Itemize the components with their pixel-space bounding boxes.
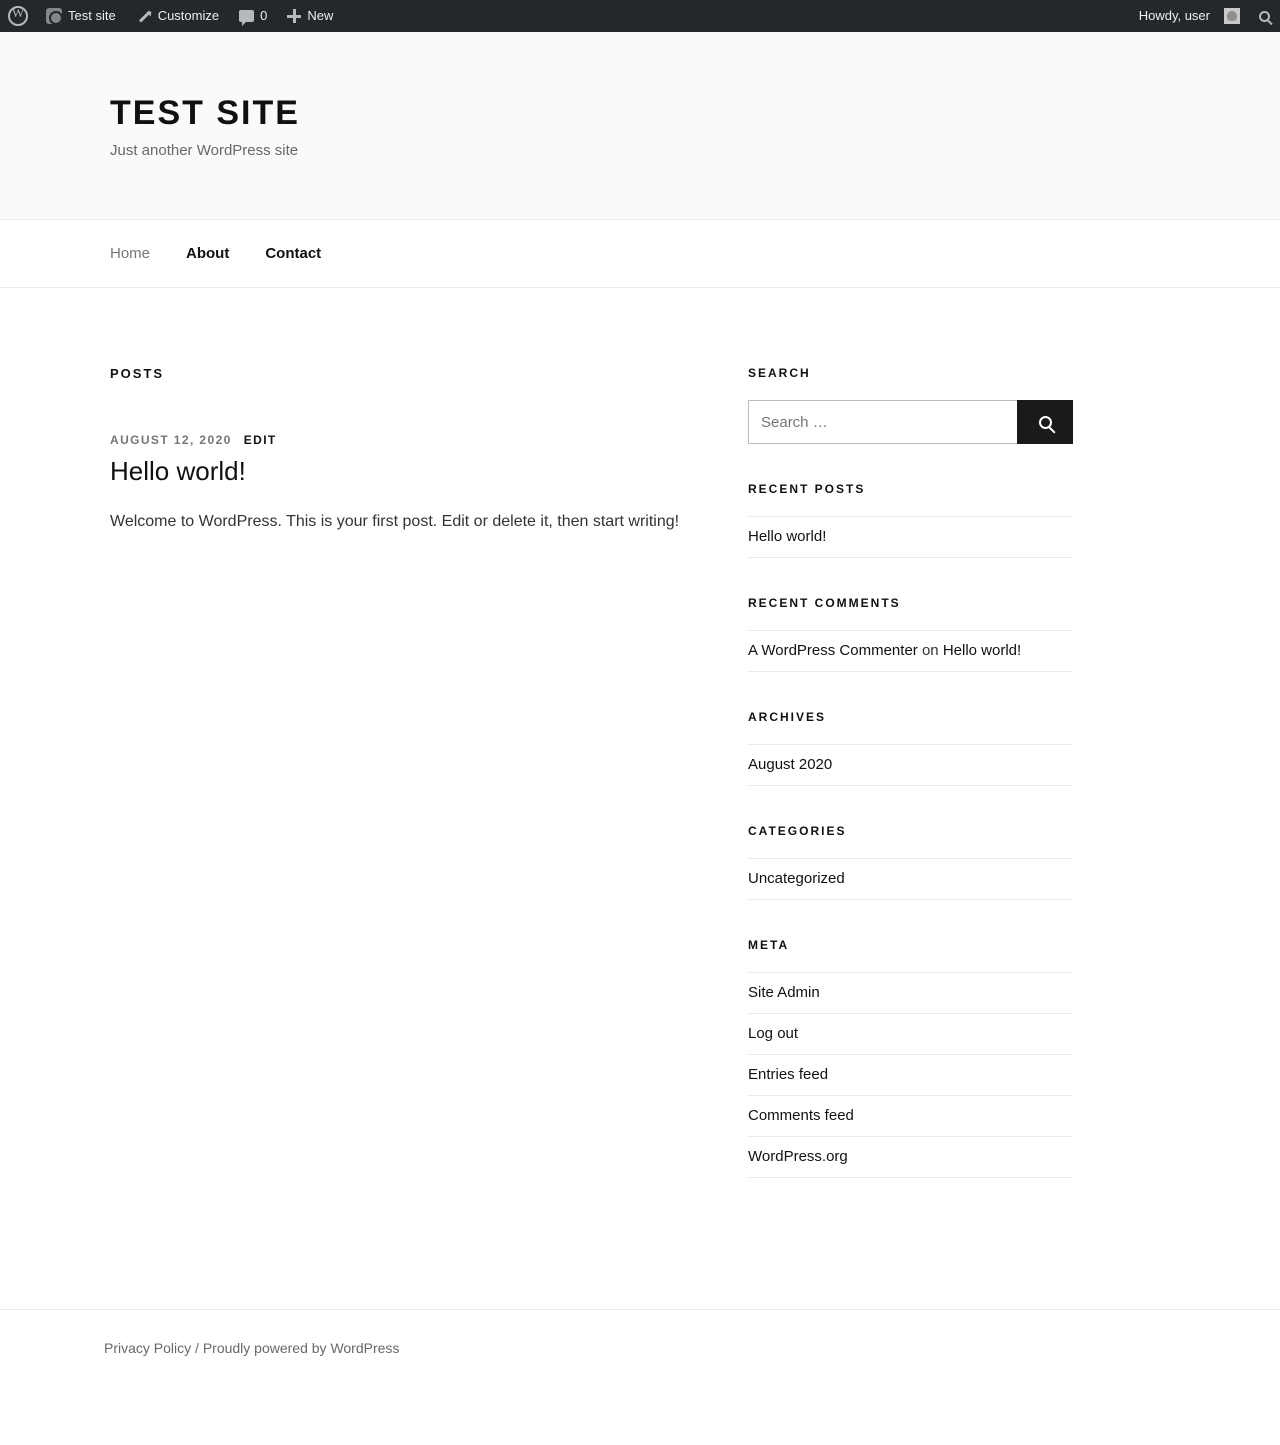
pencil-icon <box>136 8 152 24</box>
admin-bar-new[interactable] <box>277 0 343 32</box>
posts-heading: POSTS <box>110 366 165 381</box>
list-item[interactable] <box>748 1055 1073 1096</box>
comment-bubble-icon <box>239 10 254 22</box>
search-submit-button[interactable] <box>1017 400 1073 444</box>
meta-list <box>748 972 1073 1178</box>
nav-item-home[interactable] <box>110 245 150 263</box>
post-article <box>110 433 690 535</box>
plus-icon <box>287 9 301 23</box>
post-edit-link[interactable]: EDIT <box>243 433 277 447</box>
comment-on-text: on <box>917 642 943 659</box>
nav-list <box>110 220 1170 287</box>
list-item[interactable] <box>748 1096 1073 1137</box>
list-item[interactable] <box>748 1014 1073 1055</box>
category-link[interactable]: Uncategorized <box>748 870 845 887</box>
nav-item-contact[interactable] <box>265 245 321 263</box>
footer-credits <box>104 1340 1176 1356</box>
widget-categories-title: CATEGORIES <box>748 824 847 838</box>
search-icon <box>1039 416 1052 429</box>
meta-link-log-out[interactable]: Log out <box>748 1025 799 1042</box>
nav-link-contact[interactable]: Contact <box>265 244 322 262</box>
archive-link[interactable]: August 2020 <box>748 756 833 773</box>
categories-list <box>748 858 1073 900</box>
widget-archives-title: ARCHIVES <box>748 710 827 724</box>
search-form <box>748 400 1073 444</box>
post-excerpt: Welcome to WordPress. This is your first post. Edit or delete it, then start writing! <box>110 513 680 530</box>
widget-search-title: SEARCH <box>748 366 811 380</box>
admin-bar-right <box>1131 0 1280 32</box>
sidebar <box>748 366 1073 1216</box>
page-title[interactable] <box>110 94 1170 133</box>
avatar <box>1224 8 1240 24</box>
recent-post-link[interactable]: Hello world! <box>748 528 827 545</box>
post-date-link[interactable]: AUGUST 12, 2020 <box>110 433 232 447</box>
comment-post-link[interactable]: Hello world! <box>942 642 1022 659</box>
site-description: Just another WordPress site <box>110 142 299 159</box>
admin-bar-comments[interactable] <box>229 0 277 32</box>
widget-recent-comments <box>748 596 1073 672</box>
admin-bar-new-label: New <box>307 8 334 23</box>
site-footer <box>0 1309 1280 1396</box>
footer-separator: / <box>191 1340 203 1356</box>
list-item[interactable] <box>748 744 1073 786</box>
admin-bar-search-button[interactable] <box>1248 0 1280 32</box>
admin-bar <box>0 0 1280 32</box>
admin-bar-site-name[interactable] <box>36 0 126 32</box>
site-title-text: TEST SITE <box>110 94 300 132</box>
content-area <box>110 288 1170 1216</box>
wordpress-logo-icon <box>8 6 28 26</box>
admin-bar-comments-count: 0 <box>260 8 268 23</box>
admin-bar-wp-logo-button[interactable] <box>0 0 36 32</box>
meta-link-entries-feed[interactable]: Entries feed <box>748 1066 829 1083</box>
post-title <box>110 456 690 487</box>
post-meta <box>110 433 690 447</box>
list-item[interactable] <box>748 1137 1073 1178</box>
meta-link-comments-feed[interactable]: Comments feed <box>748 1107 854 1124</box>
search-icon <box>1259 11 1270 22</box>
widget-recent-posts-title: RECENT POSTS <box>748 482 866 496</box>
widget-meta-title: META <box>748 938 790 952</box>
list-item[interactable] <box>748 516 1073 558</box>
widget-recent-posts <box>748 482 1073 558</box>
comment-author-link[interactable]: A WordPress Commenter <box>748 642 918 659</box>
list-item[interactable] <box>748 972 1073 1014</box>
admin-bar-howdy-label: Howdy, user <box>1138 8 1210 23</box>
admin-bar-site-name-label: Test site <box>68 8 116 23</box>
recent-comments-list <box>748 630 1073 672</box>
meta-link-site-admin[interactable]: Site Admin <box>748 984 820 1001</box>
list-item[interactable] <box>748 630 1073 672</box>
list-item[interactable] <box>748 858 1073 900</box>
main-content <box>110 366 690 1216</box>
nav-item-about[interactable] <box>186 245 229 263</box>
search-input[interactable] <box>748 400 1017 444</box>
site-header <box>0 32 1280 220</box>
nav-link-about[interactable]: About <box>186 244 230 262</box>
recent-posts-list <box>748 516 1073 558</box>
primary-navigation <box>0 220 1280 288</box>
admin-bar-customize[interactable] <box>126 0 229 32</box>
post-title-link[interactable]: Hello world! <box>110 456 246 486</box>
nav-link-home[interactable]: Home <box>110 244 151 262</box>
widget-search <box>748 366 1073 444</box>
widget-categories <box>748 824 1073 900</box>
admin-bar-customize-label: Customize <box>157 8 220 23</box>
admin-bar-my-account[interactable] <box>1131 0 1248 32</box>
post-content <box>110 509 690 535</box>
archives-list <box>748 744 1073 786</box>
site-icon <box>46 8 62 24</box>
privacy-policy-link[interactable]: Privacy Policy <box>104 1340 192 1356</box>
powered-by-link[interactable]: Proudly powered by WordPress <box>202 1340 400 1356</box>
widget-meta <box>748 938 1073 1178</box>
widget-recent-comments-title: RECENT COMMENTS <box>748 596 901 610</box>
meta-link-wordpress-org[interactable]: WordPress.org <box>748 1148 848 1165</box>
widget-archives <box>748 710 1073 786</box>
